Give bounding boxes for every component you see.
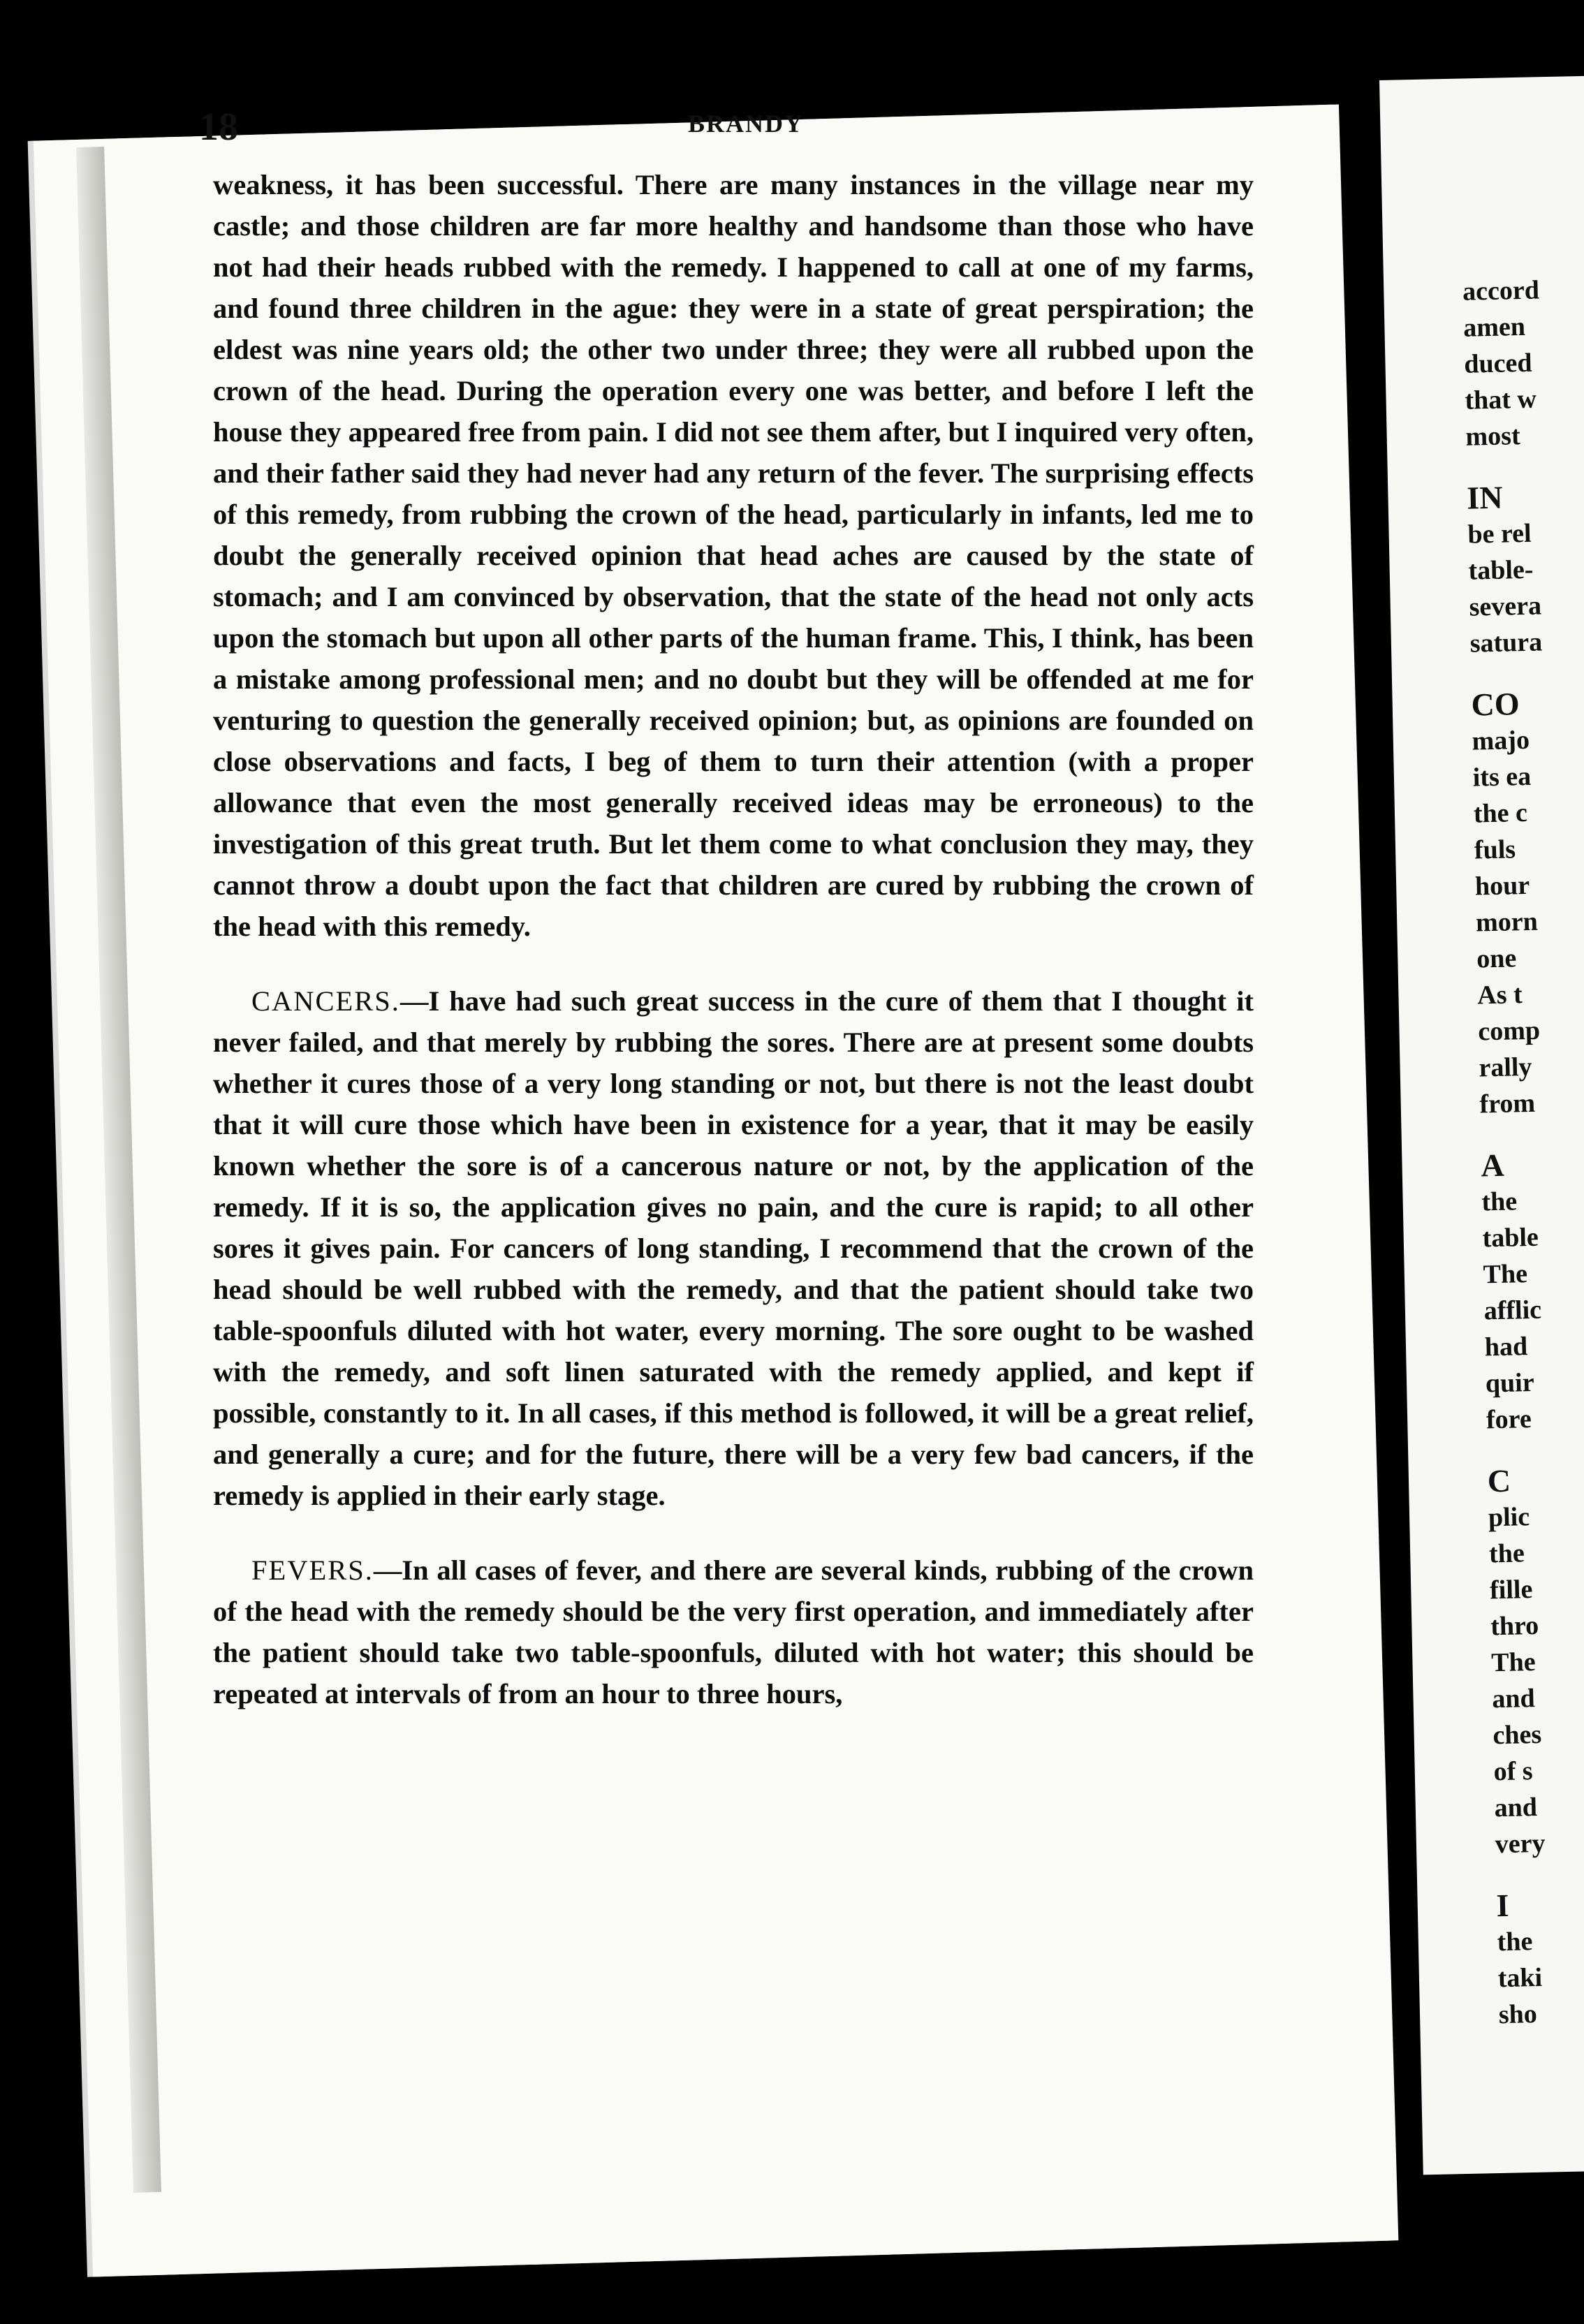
facing-page-line: and bbox=[1491, 1684, 1536, 1714]
facing-page-line: table bbox=[1482, 1222, 1539, 1253]
facing-page-line: duced bbox=[1463, 348, 1532, 379]
facing-page-line: be rel bbox=[1467, 518, 1532, 550]
facing-page-line: plic bbox=[1488, 1502, 1530, 1533]
facing-page-line: quir bbox=[1485, 1367, 1535, 1399]
facing-page-line: majo bbox=[1472, 725, 1530, 756]
facing-page-line: fille bbox=[1489, 1575, 1533, 1605]
facing-page-line: The bbox=[1483, 1259, 1528, 1290]
facing-page-line: sho bbox=[1498, 1999, 1538, 2030]
facing-page-line: the c bbox=[1473, 797, 1528, 829]
facing-page-line: from bbox=[1479, 1088, 1536, 1119]
facing-page-line: IN bbox=[1466, 479, 1504, 516]
facing-page-line: severa bbox=[1469, 591, 1542, 622]
facing-page-line: C bbox=[1487, 1462, 1511, 1499]
paragraph-text: —In all cases of fever, and there are several kinds, rubbing of the crown of the head with the remedy should be the very first operation, and immediately after the patient should take two table-spoonfuls, diluted with hot water; this should be repeated at intervals of from an hour to three hours, bbox=[213, 1554, 1254, 1709]
facing-page-line: that w bbox=[1464, 384, 1537, 415]
running-title: BRANDY bbox=[688, 110, 805, 138]
facing-page-line: and bbox=[1494, 1792, 1538, 1823]
facing-page-line: very bbox=[1495, 1828, 1546, 1860]
facing-page-line: the bbox=[1488, 1538, 1525, 1569]
paragraph-text: weakness, it has been successful. There are many instances in the village near my castle; and those children are far more healthy and handsome than those who have not had their heads rubbed with the remedy. I happened to call at one of my farms, and found three children in the ague: they were in a state of great perspiration; the eldest was nine years old; the other two under three; they were all rubbed upon the crown of the head. During the operation every one was better, and before I left the house they appeared free from pain. I did not see them after, but I inquired very often, and their father said they had never had any return of the fever. The surprising effects of this remedy, from rubbing the crown of the head, particularly in infants, led me to doubt the generally received opinion that head aches are caused by the state of stomach; and I am convinced by observation, that the state of the head not only acts upon the stomach but upon all other parts of the human frame. This, I think, has been a mistake among professional men; and no doubt but they will be offended at me for venturing to question the generally received opinion; but, as opinions are founded on close observations and facts, I beg of them to turn their attention (with a proper allowance that even the most generally received ideas may be erroneous) to the investigation of this great truth. But let them come to what conclusion they may, they cannot throw a doubt upon the fact that children are cured by rubbing the crown of the head with this remedy. bbox=[213, 169, 1254, 942]
facing-page-line: The bbox=[1490, 1647, 1537, 1678]
facing-page-line: table- bbox=[1468, 554, 1534, 586]
facing-page-line: thro bbox=[1490, 1610, 1539, 1642]
facing-page-line: afflic bbox=[1483, 1295, 1542, 1326]
facing-page-line: rally bbox=[1479, 1052, 1532, 1083]
facing-page-line: most bbox=[1465, 421, 1521, 452]
page-header bbox=[199, 105, 1289, 154]
page-number: 18 bbox=[199, 105, 238, 149]
paragraph-intro bbox=[213, 164, 1254, 947]
facing-page-line: of s bbox=[1493, 1756, 1533, 1787]
facing-page-line: A bbox=[1480, 1147, 1505, 1184]
facing-page-line: fuls bbox=[1474, 834, 1516, 865]
paragraph-text: —I have had such great success in the cure of them that I thought it never failed, and that merely by rubbing the sores. There are at present some doubts whether it cures those of a very long standing or not, but there is not the least doubt that it will cure those which have been in existence for a year, that it may be easily known whether the sore is of a cancerous nature or not, by the application of the remedy. If it is so, the application gives no pain, and the cure is rapid; to all other sores it gives pain. For cancers of long standing, I recommend that the crown of the head should be well rubbed with the remedy, and that the patient should take two table-spoonfuls diluted with hot water, every morning. The sore ought to be washed with the remedy, and soft linen saturated with the remedy applied, and kept if possible, constantly to it. In all cases, if this method is followed, it will be a great relief, and generally a cure; and for the future, there will be a very few bad cancers, if the remedy is applied in their early stage. bbox=[213, 985, 1254, 1511]
page-body bbox=[213, 164, 1254, 1714]
facing-page-line: hour bbox=[1474, 870, 1530, 902]
facing-page-line: ches bbox=[1493, 1719, 1542, 1751]
section-title-fevers: FEVERS. bbox=[251, 1554, 374, 1586]
facing-page-line: taki bbox=[1497, 1962, 1543, 1994]
facing-page-line: had bbox=[1484, 1332, 1528, 1362]
facing-page-line: CO bbox=[1471, 686, 1520, 723]
facing-page-line: amen bbox=[1462, 311, 1526, 343]
facing-page-line: I bbox=[1496, 1887, 1510, 1924]
facing-page-line: accord bbox=[1462, 275, 1540, 307]
section-title-cancers: CANCERS. bbox=[251, 985, 400, 1017]
paragraph-fevers bbox=[213, 1550, 1254, 1714]
facing-page-line: the bbox=[1481, 1186, 1518, 1217]
facing-page-line: fore bbox=[1486, 1404, 1532, 1435]
facing-page-line: comp bbox=[1477, 1015, 1541, 1047]
facing-page-line: As t bbox=[1476, 980, 1523, 1010]
facing-page-line: one bbox=[1476, 943, 1517, 974]
facing-page-line: the bbox=[1497, 1927, 1533, 1957]
paragraph-cancers bbox=[213, 980, 1254, 1516]
facing-page-line: satura bbox=[1469, 627, 1543, 659]
facing-page-line: its ea bbox=[1472, 761, 1532, 793]
facing-page-line: morn bbox=[1475, 906, 1539, 938]
